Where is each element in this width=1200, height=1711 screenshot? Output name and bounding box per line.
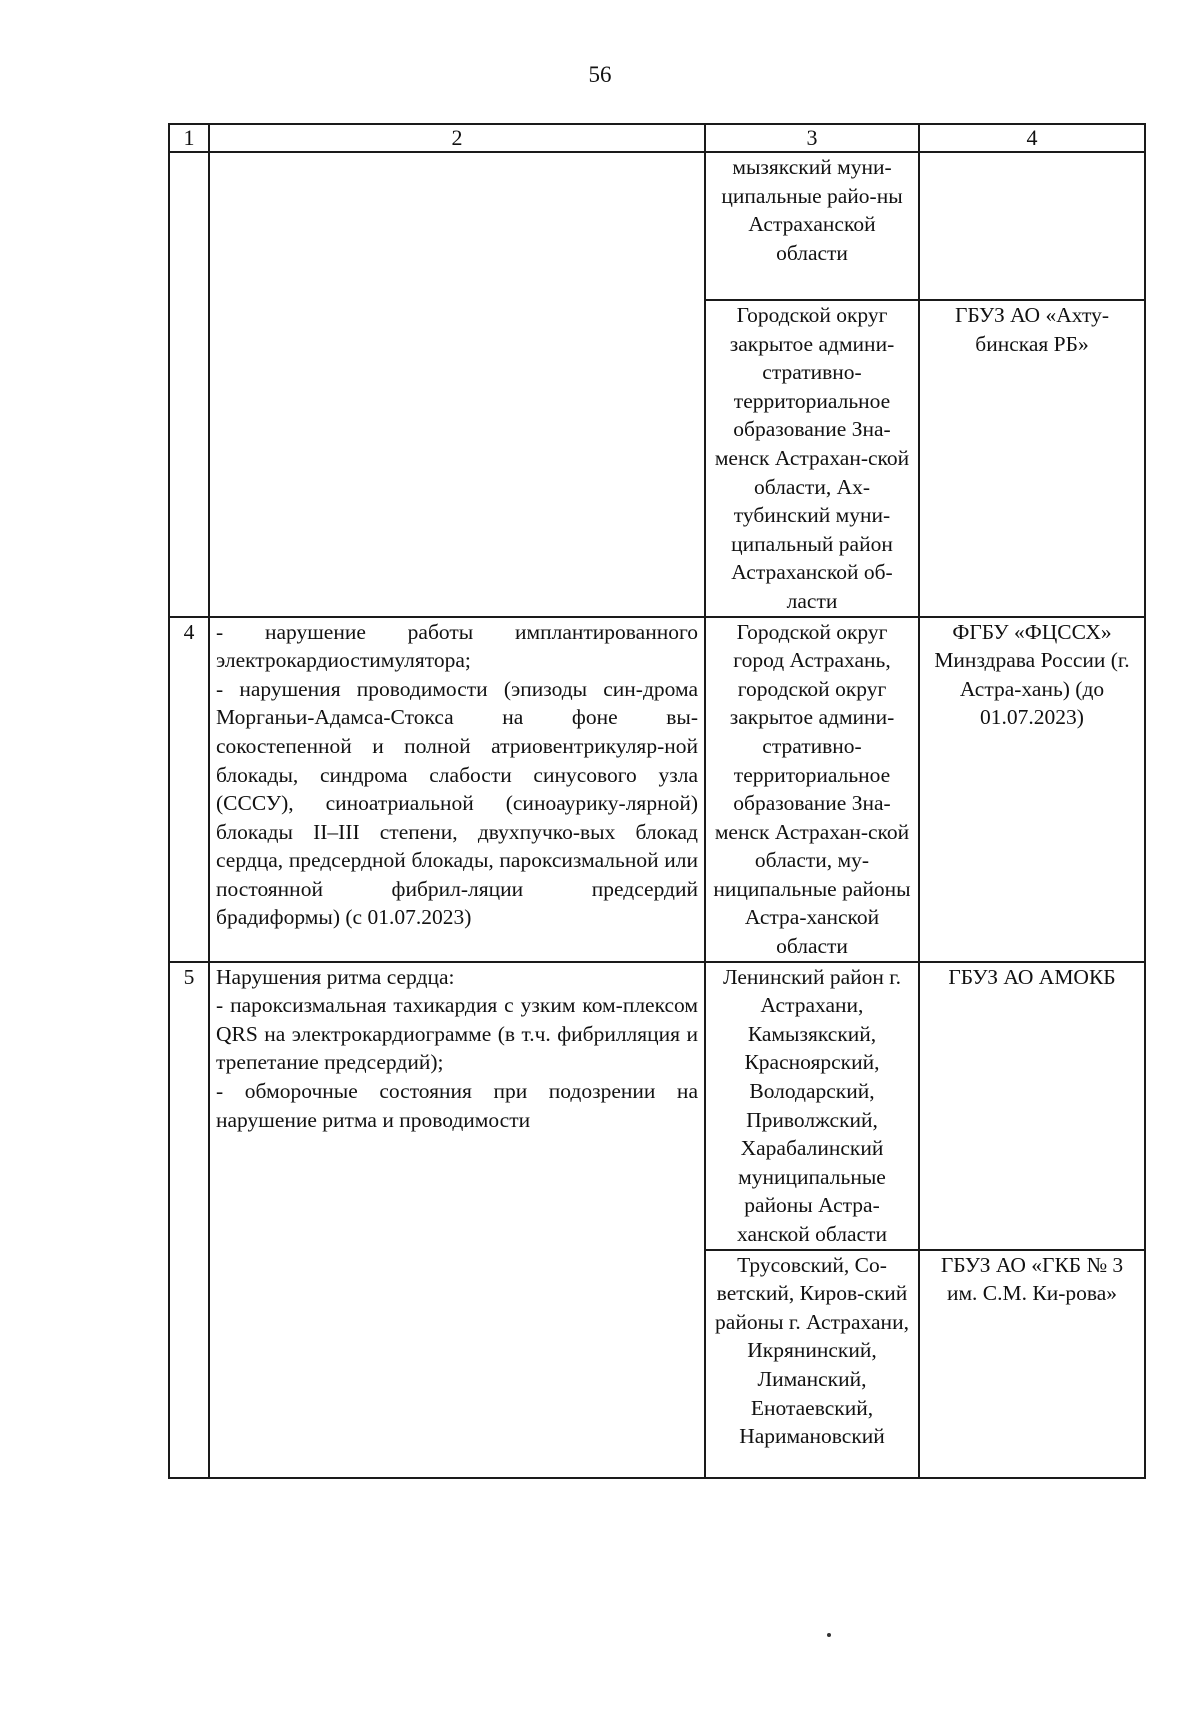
referral-table xyxy=(168,123,1146,1479)
table-row xyxy=(169,617,1145,962)
description-line: - нарушения проводимости (эпизоды син-дрома Морганьи-Адамса-Стокса на фоне вы-сокостепенной и полной атриовентрикуляр-ной блокады, синдрома слабости синусового узла (СССУ), синоатриальной (синоаурику-лярной) блокады II–III степени, двухпучко-вых блокад сердца, предсердной блокады, пароксизмальной или постоянной фибрил-ляции предсердий брадиформы) (с 01.07.2023) xyxy=(216,676,698,930)
row-description xyxy=(209,962,705,1478)
row-number: 5 xyxy=(169,962,209,1478)
column-header: 4 xyxy=(919,124,1145,152)
description-line: Нарушения ритма сердца: xyxy=(216,964,455,989)
territory-cell: Городской округ закрытое админи-стративно-территориальное образование Зна-менск Астрахан-ской области, Ах-тубинский муни-ципальный район Астраханской об-ласти xyxy=(705,300,919,617)
territory-cell: Городской округ город Астрахань, городской округ закрытое админи-стративно-территориальное образование Зна-менск Астрахан-ской области, му-ниципальные районы Астра-ханской области xyxy=(705,617,919,962)
row-number: 4 xyxy=(169,617,209,962)
row-number xyxy=(169,152,209,617)
table-header-row xyxy=(169,124,1145,152)
territory-cell: Ленинский район г. Астрахани, Камызякский, Красноярский, Володарский, Приволжский, Харабалинский муниципальные районы Астра-ханской области xyxy=(705,962,919,1250)
table-row xyxy=(169,152,1145,300)
description-line: - нарушение работы имплантированного электрокардиостимулятора; xyxy=(216,619,698,673)
institution-cell: ГБУЗ АО «Ахту-бинская РБ» xyxy=(919,300,1145,617)
institution-cell: ГБУЗ АО АМОКБ xyxy=(919,962,1145,1250)
table-row xyxy=(169,962,1145,1250)
scan-speck xyxy=(827,1633,831,1637)
page-number: 56 xyxy=(588,62,612,87)
description-line: - пароксизмальная тахикардия с узким ком-плексом QRS на электрокардиограмме (в т.ч. фибрилляция и трепетание предсердий); xyxy=(216,993,698,1075)
institution-cell: ГБУЗ АО «ГКБ № 3 им. С.М. Ки-рова» xyxy=(919,1250,1145,1478)
column-header: 1 xyxy=(169,124,209,152)
description-line: - обморочные состояния при подозрении на нарушение ритма и проводимости xyxy=(216,1079,698,1132)
row-description xyxy=(209,152,705,617)
institution-cell: ФГБУ «ФЦССХ» Минздрава России (г. Астра-хань) (до 01.07.2023) xyxy=(919,617,1145,962)
row-description xyxy=(209,617,705,962)
territory-cell: мызякский муни-ципальные райо-ны Астраханской области xyxy=(705,152,919,300)
column-header: 2 xyxy=(209,124,705,152)
column-header: 3 xyxy=(705,124,919,152)
territory-cell: Трусовский, Со-ветский, Киров-ский районы г. Астрахани, Икрянинский, Лиманский, Енотаевский, Наримановский xyxy=(705,1250,919,1478)
institution-cell xyxy=(919,152,1145,300)
